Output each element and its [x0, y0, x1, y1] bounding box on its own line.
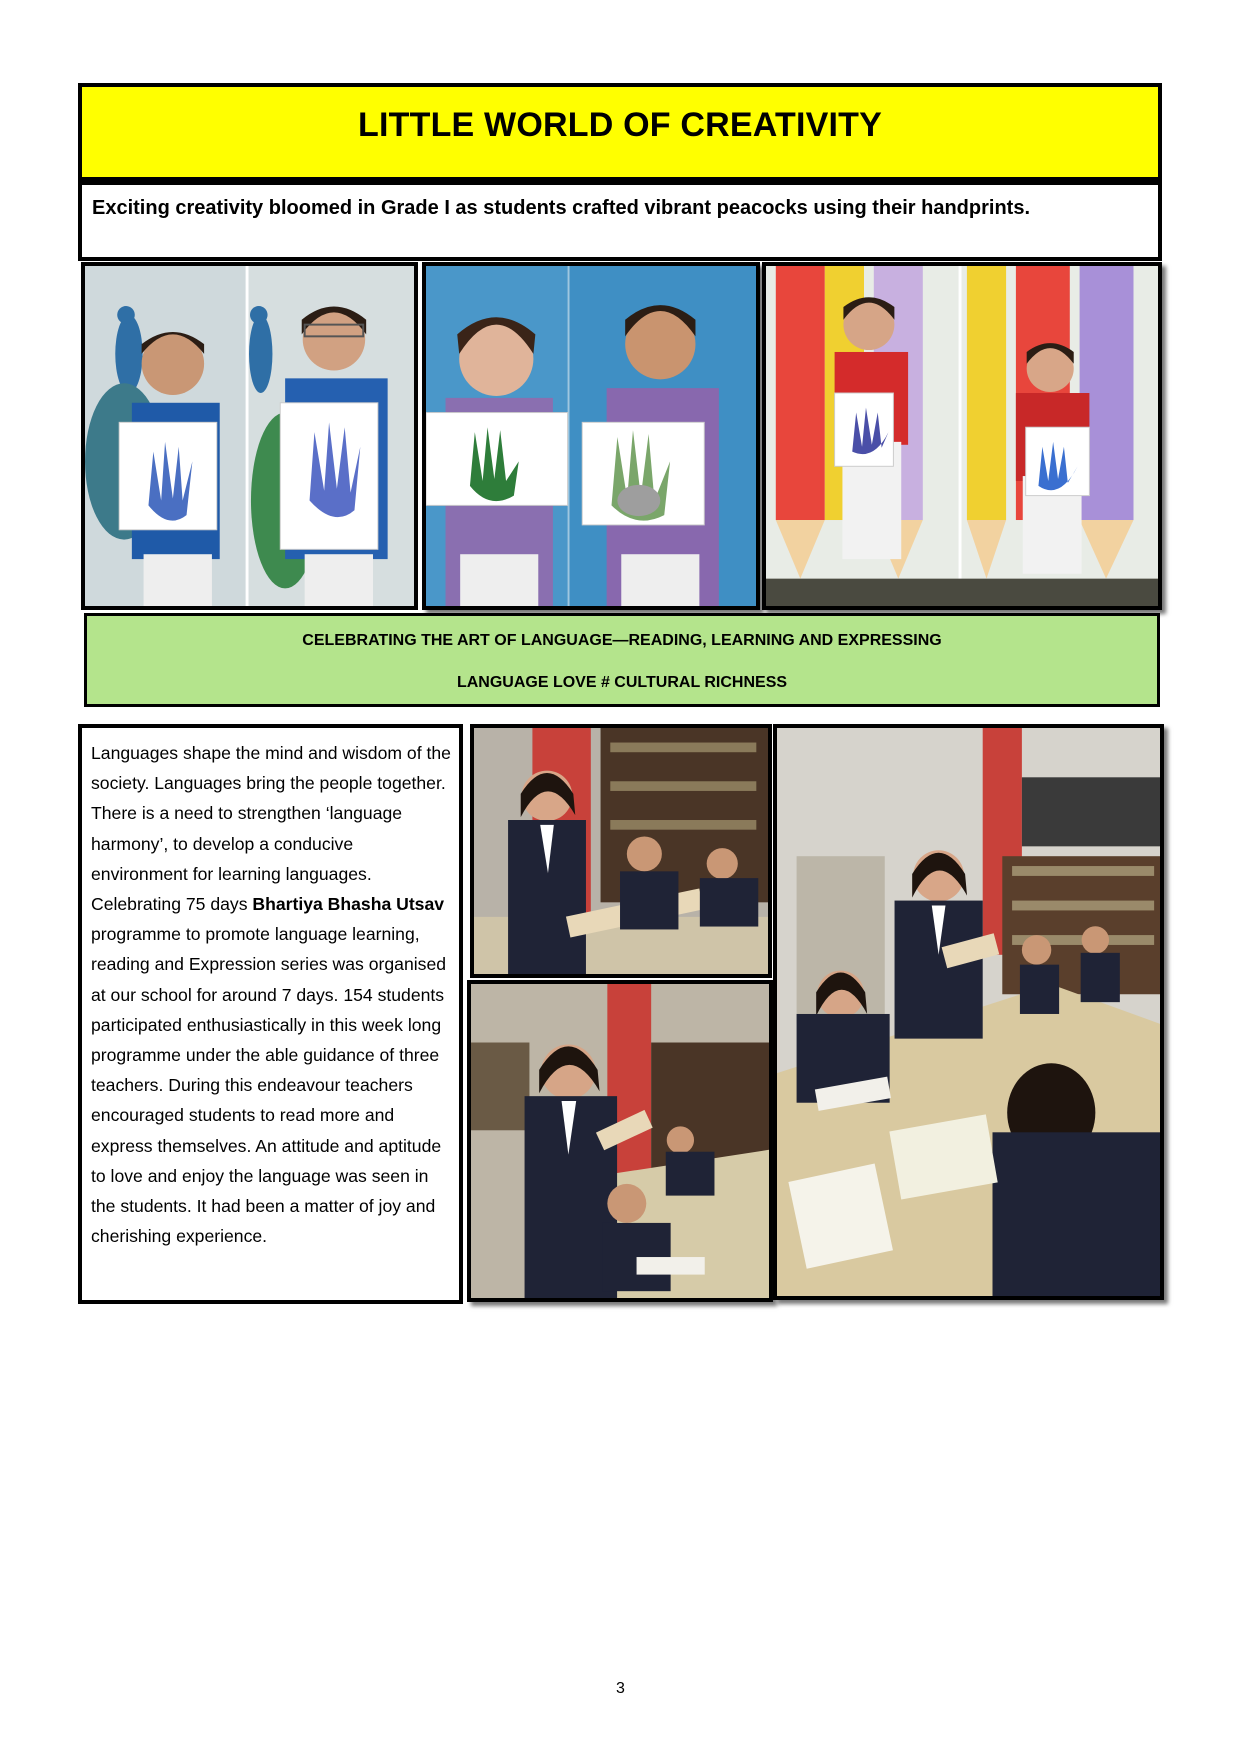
page-title: LITTLE WORLD OF CREATIVITY: [358, 105, 882, 144]
article-bold-text: Bhartiya Bhasha Utsav: [252, 894, 445, 915]
page-number: 3: [616, 1680, 625, 1697]
photo-peacock-wall: [81, 262, 418, 610]
article-text-after: programme to promote language learning, reading and Expression series was organised at our school for around 7 days. 154 students participated enthusiastically in this week long programme under the able guidance of three teachers. During this endeavour teachers encouraged students to read more and express themselves. An attitude and aptitude to love and enjoy the language was seen in the students. It had been a matter of joy and cherishing experience.: [91, 924, 447, 1247]
banner-line-1: CELEBRATING THE ART OF LANGUAGE—READING, LEARNING AND EXPRESSING: [302, 632, 942, 649]
photo-library-reading-2: [467, 980, 773, 1302]
subtitle-text: Exciting creativity bloomed in Grade I as students crafted vibrant peacocks using their handprints.: [92, 197, 1031, 219]
article-text: [91, 738, 451, 1251]
article-text-before: Languages shape the mind and wisdom of the society. Languages bring the people together. There is a need to strengthen ‘language harmony’, to develop a conducive environment for learning languages. Celebrating 75 days: [91, 743, 451, 915]
banner-line-2: LANGUAGE LOVE # CULTURAL RICHNESS: [456, 674, 788, 691]
title-banner: [78, 83, 1162, 181]
photo-library-group: [773, 724, 1164, 1300]
language-banner: [84, 613, 1160, 707]
article-box: [78, 724, 463, 1304]
photo-library-reading-1: [470, 724, 772, 978]
photo-blue-wall: [422, 262, 760, 610]
subtitle-box: [78, 181, 1162, 261]
photo-pencil-wall: [762, 262, 1162, 610]
